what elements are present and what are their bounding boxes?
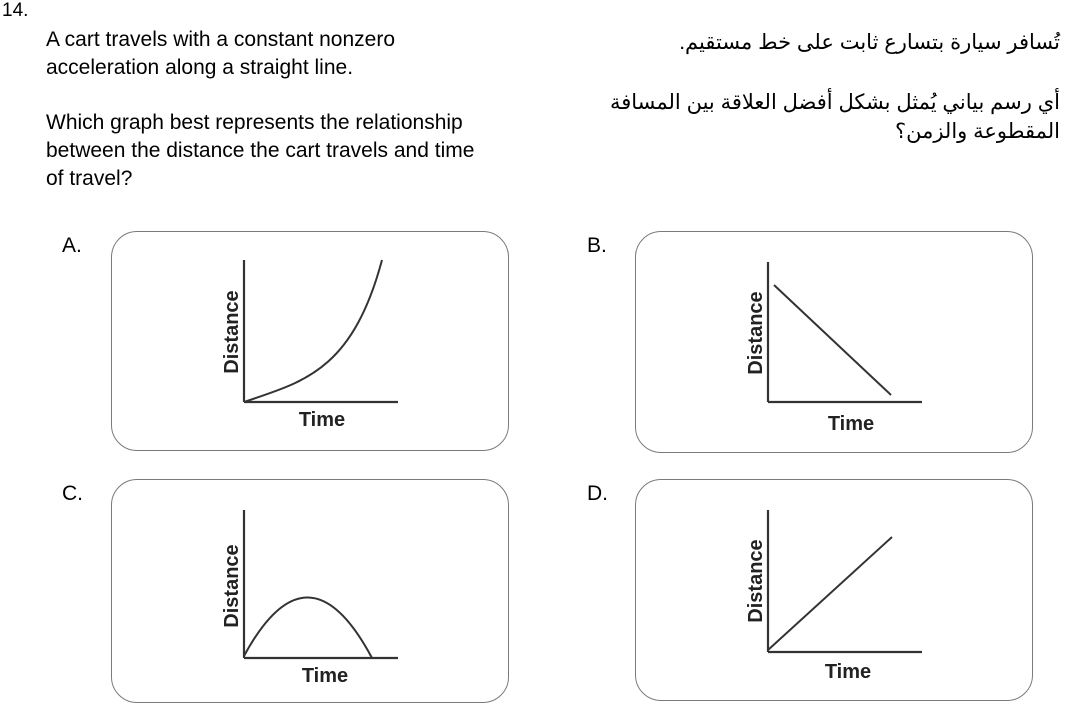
x-axis-label: Time [824, 661, 872, 683]
arabic-prompt-line-2: المقطوعة والزمن؟ [894, 120, 1060, 143]
english-statement-line-1: A cart travels with a constant nonzero [46, 28, 396, 51]
option-c-plot [112, 480, 510, 704]
option-c-graph[interactable] [111, 479, 509, 703]
option-b-letter: B. [587, 234, 607, 257]
english-prompt [46, 109, 566, 193]
option-b-graph[interactable] [635, 231, 1033, 453]
y-axis-label: Distance [745, 539, 767, 623]
english-prompt-line-1: Which graph best represents the relationship [46, 111, 463, 134]
y-axis-label: Distance [221, 544, 243, 628]
option-d-graph[interactable] [635, 479, 1033, 701]
option-a-graph[interactable] [111, 231, 509, 451]
option-d-plot [636, 480, 1034, 702]
arabic-statement: تُسافر سيارة بتسارع ثابت على خط مستقيم. [679, 31, 1060, 54]
exponential-curve [244, 260, 382, 402]
english-prompt-line-2: between the distance the cart travels and time [46, 139, 475, 162]
english-statement [46, 26, 566, 82]
question-number: 14. [2, 0, 29, 21]
option-a-plot [112, 232, 510, 452]
option-a-letter: A. [62, 234, 82, 257]
arabic-prompt [560, 88, 1060, 146]
decreasing-line [774, 285, 891, 395]
x-axis-label: Time [827, 413, 875, 435]
option-b-plot [636, 232, 1034, 454]
arabic-prompt-line-1: أي رسم بياني يُمثل بشكل أفضل العلاقة بين المسافة [609, 91, 1060, 114]
english-prompt-line-3: of travel? [46, 167, 133, 190]
y-axis-label: Distance [745, 291, 767, 375]
x-axis-label: Time [298, 409, 346, 431]
english-statement-line-2: acceleration along a straight line. [46, 56, 354, 79]
y-axis-label: Distance [221, 290, 243, 374]
increasing-line [768, 537, 892, 650]
arch-curve [244, 597, 372, 658]
x-axis-label: Time [301, 665, 349, 687]
option-c-letter: C. [62, 482, 83, 505]
option-d-letter: D. [587, 482, 608, 505]
